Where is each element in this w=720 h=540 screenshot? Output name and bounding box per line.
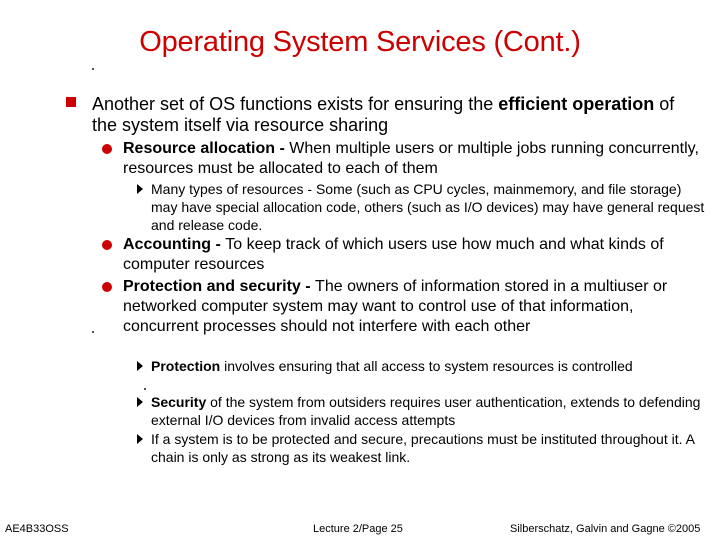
- triangle-bullet-icon: [137, 397, 143, 407]
- protection-text: The owners of information stored in a multiuser or networked computer system may want to control use of that information, concurrent processes should not interfere with each other: [123, 278, 668, 335]
- chain-sub-item: If a system is to be protected and secure, precautions must be instituted throughout it. A chain is only as strong as its weakest link.: [151, 431, 695, 465]
- protection-sub-item: [151, 357, 711, 375]
- stray-dot: [92, 331, 94, 333]
- resource-types-item: Many types of resources - Some (such as CPU cycles, mainmemory, and file storage) may have special allocation code, others (such as I/O devices) may have general request and release code.: [151, 181, 705, 233]
- accounting-item: [123, 235, 703, 275]
- circle-bullet-icon: [102, 144, 112, 154]
- resource-allocation-text: When multiple users or multiple jobs running concurrently, resources must be allocated to each of them: [123, 140, 699, 177]
- slide-title: Operating System Services (Cont.): [139, 26, 581, 58]
- protection-item: [123, 277, 703, 337]
- stray-dot: [144, 388, 146, 390]
- protection-term: Protection and security -: [123, 278, 316, 295]
- main-point-text-end: of the system itself via resource sharing: [92, 94, 675, 135]
- footer-course-code: AE4B33OSS: [5, 523, 69, 535]
- security-sub-item: [151, 393, 711, 429]
- triangle-bullet-icon: [137, 434, 143, 444]
- main-point-emphasis: efficient operation: [498, 94, 655, 114]
- circle-bullet-icon: [102, 282, 112, 292]
- main-point: [92, 94, 692, 136]
- stray-dot: [92, 68, 94, 70]
- protection-sub-text: involves ensuring that all access to system resources is controlled: [220, 358, 633, 374]
- resource-allocation-term: Resource allocation -: [123, 140, 290, 157]
- footer-copyright: Silberschatz, Galvin and Gagne ©2005: [510, 523, 701, 535]
- main-point-text: Another set of OS functions exists for ensuring the: [92, 94, 499, 114]
- accounting-text: To keep track of which users use how much and what kinds of computer resources: [123, 236, 664, 273]
- protection-sub-term: Protection: [151, 358, 221, 374]
- triangle-bullet-icon: [137, 361, 143, 371]
- security-sub-term: Security: [151, 394, 207, 410]
- security-sub-text: of the system from outsiders requires user authentication, extends to defending external I/O devices from invalid access attempts: [151, 394, 701, 428]
- circle-bullet-icon: [102, 240, 112, 250]
- square-bullet-icon: [66, 97, 76, 107]
- accounting-term: Accounting -: [123, 236, 226, 253]
- resource-allocation-item: [123, 139, 703, 179]
- triangle-bullet-icon: [137, 184, 143, 194]
- footer-page-number: Lecture 2/Page 25: [313, 523, 403, 535]
